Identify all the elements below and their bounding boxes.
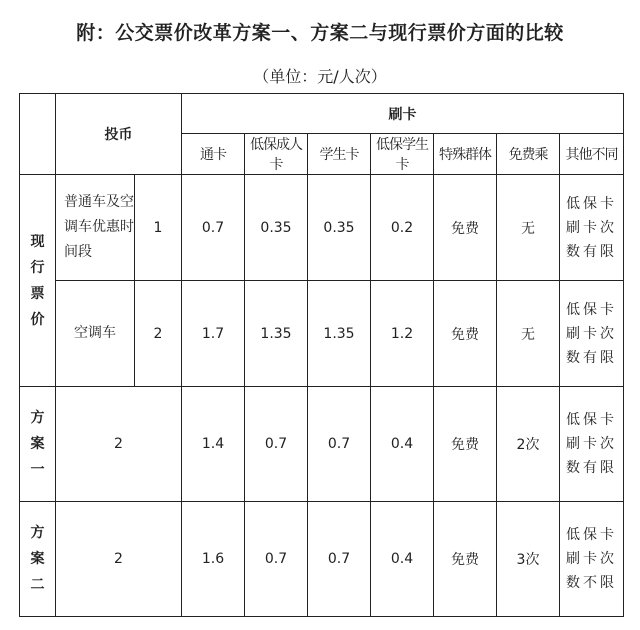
- corner-cell: [20, 94, 56, 175]
- cell-value: 2次: [497, 387, 560, 502]
- page-title: 附：公交票价改革方案一、方案二与现行票价方面的比较: [76, 22, 564, 44]
- col-header-dibao-adult: 低保成人卡: [245, 134, 308, 175]
- cell-value: 0.7: [308, 502, 371, 617]
- table-row: [20, 281, 624, 387]
- cell-value: 免费: [434, 281, 497, 387]
- cell-value: 0.7: [308, 387, 371, 502]
- other-note: 低保卡刷卡次数不限: [560, 502, 624, 617]
- coin-value: 1: [135, 175, 182, 281]
- cell-value: 0.35: [308, 175, 371, 281]
- row-description: 空调车: [56, 281, 135, 387]
- other-note: 低保卡刷卡次数有限: [560, 175, 624, 281]
- cell-value: 1.35: [245, 281, 308, 387]
- group-label-plan1: 方 案 一: [20, 387, 56, 502]
- cell-value: 0.7: [245, 387, 308, 502]
- col-header-special: 特殊群体: [434, 134, 497, 175]
- cell-value: 1.7: [182, 281, 245, 387]
- table-row: [20, 175, 624, 281]
- cell-value: 0.7: [182, 175, 245, 281]
- unit-note: （单位：元/人次）: [253, 67, 387, 86]
- group-label-current: 现 行 票 价: [20, 175, 56, 387]
- cell-value: 无: [497, 281, 560, 387]
- cell-value: 0.35: [245, 175, 308, 281]
- cell-value: 3次: [497, 502, 560, 617]
- cell-value: 0.2: [371, 175, 434, 281]
- cell-value: 无: [497, 175, 560, 281]
- other-note: 低保卡刷卡次数有限: [560, 281, 624, 387]
- cell-value: 免费: [434, 175, 497, 281]
- other-note: 低保卡刷卡次数有限: [560, 387, 624, 502]
- cell-value: 0.4: [371, 387, 434, 502]
- cell-value: 免费: [434, 387, 497, 502]
- cell-value: 0.7: [245, 502, 308, 617]
- group-label-plan2: 方 案 二: [20, 502, 56, 617]
- table-header-row: [20, 94, 624, 134]
- card-header: 刷卡: [182, 94, 624, 134]
- coin-value: 2: [56, 387, 182, 502]
- table-row: [20, 387, 624, 502]
- coin-value: 2: [135, 281, 182, 387]
- col-header-tongka: 通卡: [182, 134, 245, 175]
- row-description: 普通车及空调车优惠时间段: [56, 175, 135, 281]
- col-header-free-ride: 免费乘: [497, 134, 560, 175]
- fare-comparison-table: [19, 93, 624, 617]
- col-header-dibao-student: 低保学生卡: [371, 134, 434, 175]
- col-header-other: 其他不同: [560, 134, 624, 175]
- coin-value: 2: [56, 502, 182, 617]
- cell-value: 1.2: [371, 281, 434, 387]
- table-row: [20, 502, 624, 617]
- cell-value: 免费: [434, 502, 497, 617]
- cell-value: 1.4: [182, 387, 245, 502]
- col-header-student: 学生卡: [308, 134, 371, 175]
- cell-value: 1.6: [182, 502, 245, 617]
- cell-value: 1.35: [308, 281, 371, 387]
- coin-header: 投币: [56, 94, 182, 175]
- cell-value: 0.4: [371, 502, 434, 617]
